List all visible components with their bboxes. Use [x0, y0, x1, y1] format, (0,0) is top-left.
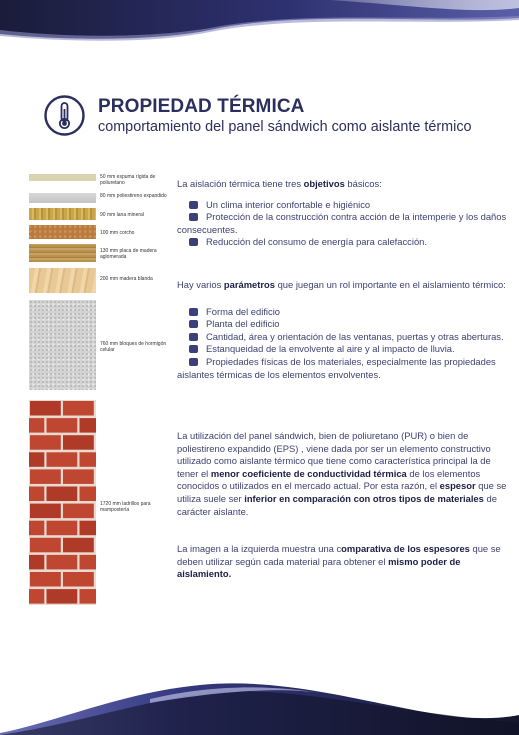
brick: [29, 555, 44, 570]
brick: [30, 435, 61, 450]
objectives-keyword: objetivos: [303, 178, 345, 189]
brick: [63, 401, 94, 416]
brick: [80, 487, 97, 502]
highlight-thickness-comparison: omparativa de los espesores: [341, 543, 470, 554]
brick: [30, 504, 61, 518]
highlight-same-insulation: mismo poder de aislamiento.: [177, 555, 461, 580]
brick: [63, 469, 94, 484]
bullet-square-icon: [189, 308, 198, 316]
bullet-square-icon: [189, 320, 198, 328]
bullet-square-icon: [189, 201, 198, 209]
swatch-softwood: [29, 268, 96, 293]
bullet-square-icon: [189, 213, 198, 221]
sandwich-panel-paragraph: La utilización del panel sándwich, bien de poliuretano (PUR) o bien de poliestireno expandido (EPS) , viene dada por ser un elemento constructivo utilizado como aislante térmico que tiene como característica principal la de tener el menor coeficiente de conductividad térmica de los elementos conocidos o utilizados en el mercado actual. Por esta razón, el espesor que se utiliza suele ser inferior en comparación con otros tipos de materiales de carácter aislante.: [177, 430, 507, 517]
brick: [63, 504, 94, 518]
swatch-eps: [29, 193, 96, 203]
list-item: Protección de la construcción contra acción de la intemperie y los daños consecuentes.: [177, 211, 507, 235]
material-label: 90 mm lana mineral: [100, 212, 144, 218]
material-label: 1720 mm ladrillos para mampostería: [100, 501, 151, 513]
brick: [47, 589, 78, 604]
swatch-brick-wall: [29, 400, 96, 605]
brick: [63, 538, 94, 553]
top-wave-decoration: [0, 0, 519, 48]
brick: [80, 418, 97, 433]
material-label: 130 mm placa de madera aglomerada: [100, 248, 157, 260]
highlight-conductivity: menor coeficiente de conductividad térmica: [210, 467, 407, 479]
bottom-wave-decoration: [0, 663, 519, 735]
swatch-particle-board: [29, 244, 96, 262]
page-title: PROPIEDAD TÉRMICA: [98, 96, 305, 117]
swatch-cellular-concrete: [29, 300, 96, 390]
brick: [80, 555, 97, 570]
list-item: Cantidad, área y orientación de las ventanas, puertas y otras aberturas.: [177, 331, 509, 344]
swatch-mineral-wool: [29, 208, 96, 220]
brick: [80, 452, 97, 467]
brick: [29, 418, 44, 433]
list-item: Estanqueidad de la envolvente al aire y al impacto de lluvia.: [177, 343, 509, 356]
brick: [29, 589, 44, 604]
brick: [29, 452, 44, 467]
brick: [47, 521, 78, 536]
list-item: Forma del edificio: [177, 306, 509, 319]
brick: [30, 401, 61, 416]
brick: [80, 521, 97, 536]
highlight-comparison: inferior en comparación con otros tipos de materiales: [244, 492, 484, 504]
brick: [30, 572, 61, 587]
bullet-square-icon: [189, 358, 198, 366]
objectives-section: [177, 178, 509, 249]
brick: [30, 538, 61, 553]
brick: [63, 435, 94, 450]
bullet-square-icon: [189, 345, 198, 353]
page-subtitle: comportamiento del panel sándwich como aislante térmico: [98, 119, 472, 135]
brick: [47, 487, 78, 502]
material-label: 80 mm poliestireno expandido: [100, 193, 167, 199]
list-item: Reducción del consumo de energía para calefacción.: [177, 236, 509, 249]
material-label: 200 mm madera blanda: [100, 276, 153, 282]
list-item: Un clima interior confortable e higiénico: [177, 199, 509, 212]
brick: [29, 521, 44, 536]
highlight-thickness: espesor: [439, 480, 476, 492]
swatch-polyurethane: [29, 174, 96, 181]
bullet-square-icon: [189, 333, 198, 341]
list-item: Planta del edificio: [177, 318, 509, 331]
material-label: 100 mm corcho: [100, 230, 135, 236]
thermometer-icon: [44, 95, 85, 136]
brick: [47, 452, 78, 467]
brick: [47, 418, 78, 433]
parameters-keyword: parámetros: [223, 279, 275, 290]
brick: [63, 572, 94, 587]
brick: [30, 469, 61, 484]
list-item: Propiedades físicas de los materiales, especialmente las propiedades aislantes térmicas de los elementos envolventes.: [177, 355, 496, 380]
bullet-square-icon: [189, 238, 198, 246]
parameters-section: [177, 279, 509, 381]
brick: [29, 487, 44, 502]
brick: [80, 589, 97, 604]
material-label: 760 mm bloques de hormigón celular: [100, 341, 167, 353]
parameters-intro: Hay varios parámetros que juegan un rol importante en el aislamiento térmico:: [177, 279, 506, 290]
brick: [47, 555, 78, 570]
swatch-cork: [29, 225, 96, 239]
material-label: 50 mm espuma rígida de poliuretano: [100, 174, 156, 186]
page-header: [44, 95, 514, 137]
objectives-intro: La aislación térmica tiene tres objetivos básicos:: [177, 178, 382, 189]
comparison-paragraph: La imagen a la izquierda muestra una comparativa de los espesores que se deben utilizar según cada material para obtener el mismo poder de aislamiento.: [177, 543, 501, 580]
